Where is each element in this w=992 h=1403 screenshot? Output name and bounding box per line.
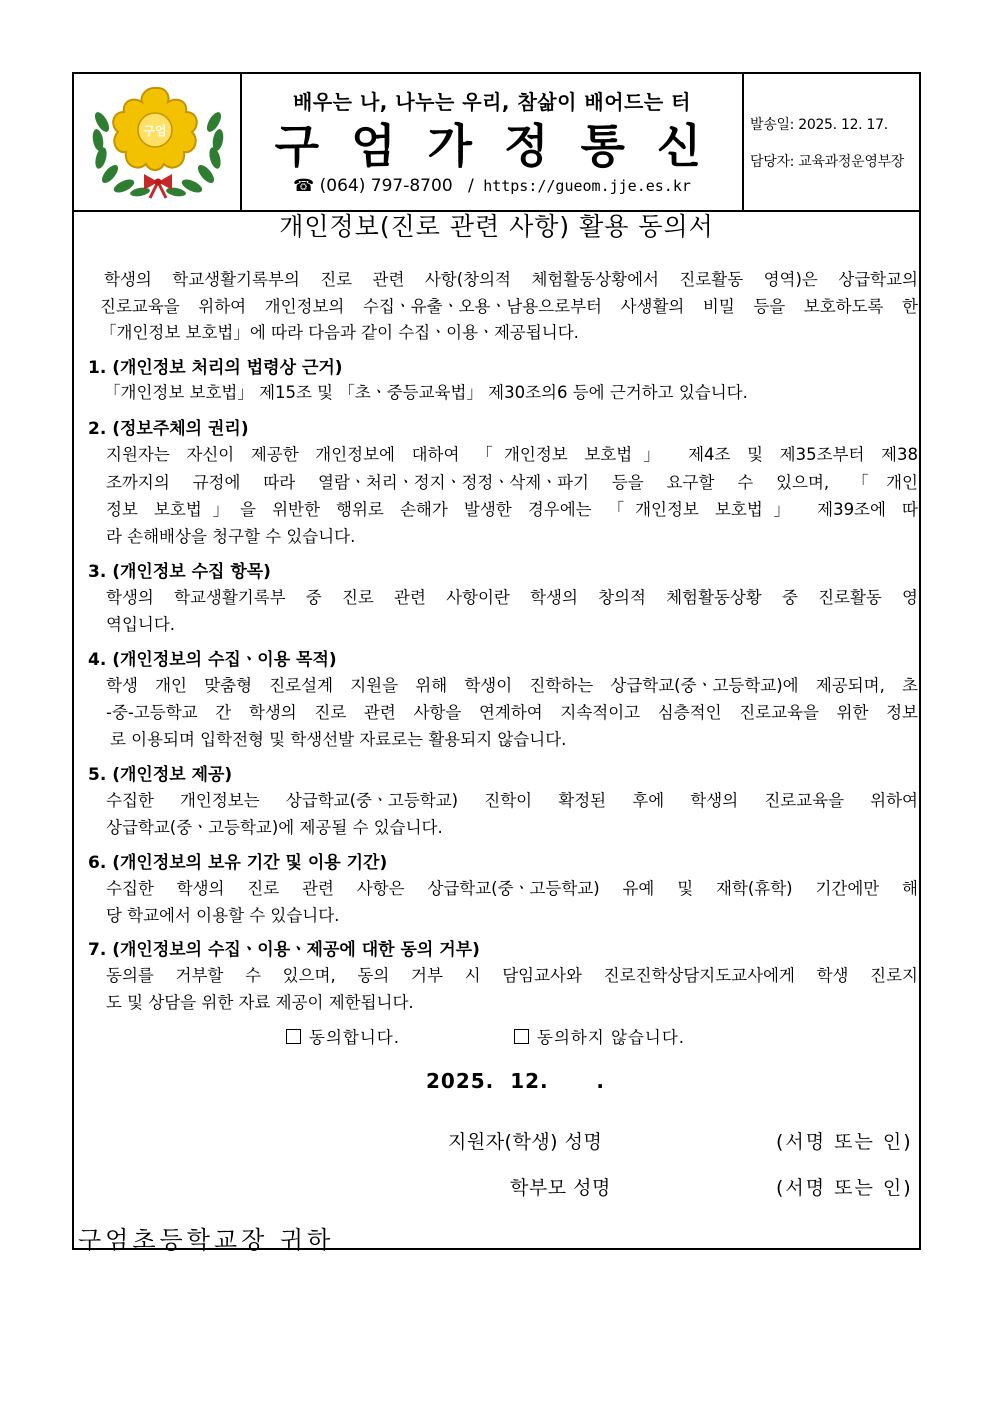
section-heading: 2. (정보주체의 권리): [88, 419, 249, 439]
document-title: 개인정보(진로 관련 사항) 활용 동의서: [279, 212, 714, 241]
section-heading: 7. (개인정보의 수집ㆍ이용ㆍ제공에 대한 동의 거부): [88, 940, 480, 960]
section-line: 정보 보호법」을 위반한 행위로 손해가 발생한 경우에는 「개인정보 보호법」 제39조에 따: [106, 500, 918, 519]
section-line: 로 이용되며 입학전형 및 학생선발 자료로는 활용되지 않습니다.: [110, 730, 567, 749]
document-frame: [72, 72, 921, 1254]
section-line: 수집한 개인정보는 상급학교(중ㆍ고등학교) 진학이 확정된 후에 학생의 진로교육을 위하여: [106, 791, 918, 810]
student-name-label: 지원자(학생) 성명: [448, 1131, 603, 1153]
school-url[interactable]: https://gueom.jje.es.kr: [483, 177, 691, 195]
disagree-option[interactable]: [514, 1024, 685, 1048]
section-line: 라 손해배상을 청구할 수 있습니다.: [106, 527, 356, 546]
section-line: 당 학교에서 이용할 수 있습니다.: [106, 906, 340, 925]
phone-number: (064) 797-8700: [319, 176, 453, 196]
responsible-person: 담당자: 교육과정운영부장: [750, 154, 905, 170]
section-line: 학생의 학교생활기록부 중 진로 관련 사항이란 학생의 창의적 체험활동상황 중 진로활동 영: [106, 588, 918, 607]
section-line: 상급학교(중ㆍ고등학교)에 제공될 수 있습니다.: [106, 818, 443, 837]
student-signature-note: (서명 또는 인): [776, 1131, 913, 1153]
section-heading: 1. (개인정보 처리의 법령상 근거): [88, 358, 343, 378]
svg-text:구엄: 구엄: [143, 124, 167, 138]
contact-separator: /: [468, 176, 474, 196]
section-heading: 6. (개인정보의 보유 기간 및 이용 기간): [88, 853, 388, 873]
parent-signature-note: (서명 또는 인): [776, 1177, 913, 1199]
disagree-checkbox[interactable]: [514, 1029, 529, 1044]
agree-checkbox[interactable]: [286, 1029, 301, 1044]
section-line: 도 및 상담을 위한 자료 제공이 제한됩니다.: [106, 993, 414, 1012]
agree-label: 동의합니다.: [309, 1028, 400, 1047]
section-line: -중-고등학교 간 학생의 진로 관련 사항을 연계하여 지속적이고 심층적인 진로교육을 위한 정보: [106, 703, 918, 722]
contact-line: [242, 176, 742, 196]
disagree-label: 동의하지 않습니다.: [537, 1028, 686, 1047]
section-line: 동의를 거부할 수 있으며, 동의 거부 시 담임교사와 진로진학상담지도교사에게 학생 진로지: [106, 966, 918, 985]
section-line: 지원자는 자신이 제공한 개인정보에 대하여 「개인정보 보호법」 제4조 및 제35조부터 제38: [106, 445, 918, 464]
info-cell: [742, 74, 919, 210]
section-line: 학생 개인 맞춤형 진로설계 지원을 위해 학생이 진학하는 상급학교(중ㆍ고등학교)에 제공되며, 초: [106, 676, 918, 695]
issue-date: 발송일: 2025. 12. 17.: [750, 117, 888, 133]
section-heading: 5. (개인정보 제공): [88, 765, 233, 785]
intro-line: 「개인정보 보호법」에 따라 다음과 같이 수집ㆍ이용ㆍ제공됩니다.: [100, 323, 579, 342]
sign-date: 2025. 12. .: [426, 1069, 605, 1093]
section-line: 조까지의 규정에 따라 열람ㆍ처리ㆍ정지ㆍ정정ㆍ삭제ㆍ파기 등을 요구할 수 있으며, 「개인: [106, 473, 918, 492]
intro-line: 학생의 학교생활기록부의 진로 관련 사항(창의적 체험활동상황에서 진로활동 영역)은 상급학교의: [104, 270, 918, 289]
title-cell: [242, 74, 742, 210]
section-heading: 3. (개인정보 수집 항목): [88, 562, 271, 582]
newsletter-title: 구 엄 가 정 통 신: [274, 119, 710, 173]
section-line: 수집한 학생의 진로 관련 사항은 상급학교(중ㆍ고등학교) 유예 및 재학(휴학) 기간에만 해: [106, 879, 918, 898]
parent-name-label: 학부모 성명: [510, 1177, 611, 1199]
agree-option[interactable]: [286, 1024, 400, 1048]
school-motto: 배우는 나, 나누는 우리, 참삶이 배어드는 터: [293, 90, 691, 114]
intro-line: 진로교육을 위하여 개인정보의 수집ㆍ유출ㆍ오용ㆍ남용으로부터 사생활의 비밀 등을 보호하도록 한: [100, 297, 918, 316]
logo-cell: [74, 74, 242, 210]
school-emblem-icon: [88, 82, 228, 202]
section-heading: 4. (개인정보의 수집ㆍ이용 목적): [88, 650, 337, 670]
addressee: 구엄초등학교장 귀하: [78, 1226, 335, 1254]
newsletter-header: [74, 74, 919, 212]
section-line: 「개인정보 보호법」 제15조 및 「초ㆍ중등교육법」 제30조의6 등에 근거하고 있습니다.: [104, 383, 748, 402]
section-line: 역입니다.: [106, 615, 176, 634]
phone-icon: ☎: [293, 176, 315, 196]
